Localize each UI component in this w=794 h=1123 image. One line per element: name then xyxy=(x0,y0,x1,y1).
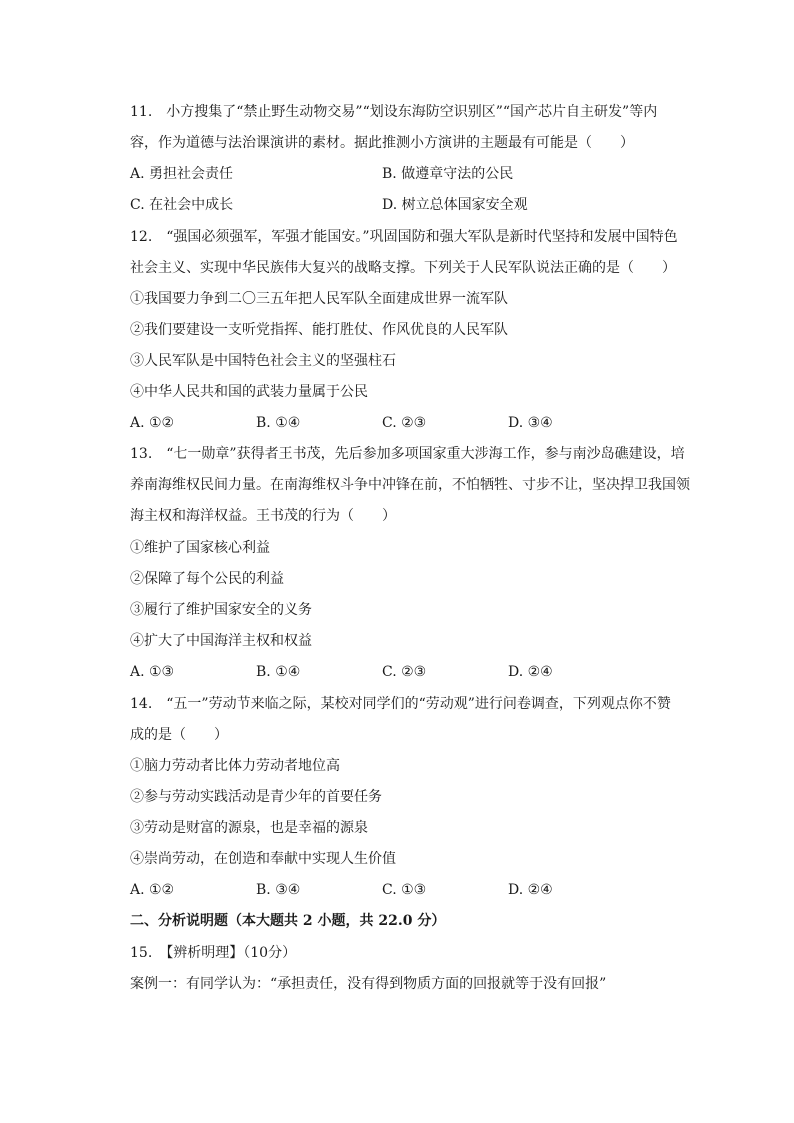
q12-option-d: D. ③④ xyxy=(508,415,553,431)
q14-option-a: A. ①② xyxy=(130,882,175,898)
q13-stem-line1: 13. “七一勋章”获得者王书茂，先后参加多项国家重大涉海工作，参与南沙岛礁建设，培 xyxy=(130,446,685,462)
q12-item-2: ②我们要建设一支听党指挥、能打胜仗、作风优良的人民军队 xyxy=(130,322,508,338)
q13-stem-line3: 海主权和海洋权益。王书茂的行为（ ） xyxy=(130,508,396,524)
q11-option-c: C. 在社会中成长 xyxy=(130,197,234,213)
q13-option-a: A. ①③ xyxy=(130,664,175,680)
q14-item-3: ③劳动是财富的源泉，也是幸福的源泉 xyxy=(130,820,368,836)
q14-stem-line2: 成的是（ ） xyxy=(130,727,228,743)
q14-item-2: ②参与劳动实践活动是青少年的首要任务 xyxy=(130,789,382,805)
q11-stem-line1: 11. 小方搜集了“禁止野生动物交易”“划设东海防空识别区”“国产芯片自主研发”等内 xyxy=(130,104,658,120)
q12-stem-line1: 12. “强国必须强军，军强才能国安。”巩固国防和强大军队是新时代坚持和发展中国特色 xyxy=(130,229,678,245)
q11-option-a: A. 勇担社会责任 xyxy=(130,166,234,182)
q12-option-c: C. ②③ xyxy=(382,415,427,431)
q14-option-c: C. ①③ xyxy=(382,882,427,898)
q12-option-a: A. ①② xyxy=(130,415,175,431)
q13-item-4: ④扩大了中国海洋主权和权益 xyxy=(130,633,312,649)
q12-item-4: ④中华人民共和国的武装力量属于公民 xyxy=(130,384,368,400)
q14-item-1: ①脑力劳动者比体力劳动者地位高 xyxy=(130,758,340,774)
q13-item-3: ③履行了维护国家安全的义务 xyxy=(130,602,312,618)
q14-stem-line1: 14. “五一”劳动节来临之际，某校对同学们的“劳动观”进行问卷调查，下列观点你不赞 xyxy=(130,696,671,712)
q12-item-1: ①我国要力争到二〇三五年把人民军队全面建成世界一流军队 xyxy=(130,291,508,307)
q14-option-d: D. ②④ xyxy=(508,882,553,898)
q13-item-1: ①维护了国家核心利益 xyxy=(130,540,270,556)
q13-item-2: ②保障了每个公民的利益 xyxy=(130,571,284,587)
q13-option-b: B. ①④ xyxy=(256,664,301,680)
q15-case1: 案例一：有同学认为：“承担责任，没有得到物质方面的回报就等于没有回报” xyxy=(130,976,607,992)
q12-stem-line2: 社会主义、实现中华民族伟大复兴的战略支撑。下列关于人民军队说法正确的是（ ） xyxy=(130,260,676,276)
q13-option-c: C. ②③ xyxy=(382,664,427,680)
q13-option-d: D. ②④ xyxy=(508,664,553,680)
q13-stem-line2: 养南海维权民间力量。在南海维权斗争中冲锋在前，不怕牺牲、寸步不让，坚决捍卫我国领 xyxy=(130,477,690,493)
q15-title: 15. 【辨析明理】（10分） xyxy=(130,945,297,961)
q14-item-4: ④崇尚劳动，在创造和奉献中实现人生价值 xyxy=(130,851,396,867)
q12-item-3: ③人民军队是中国特色社会主义的坚强柱石 xyxy=(130,353,396,369)
q11-option-d: D. 树立总体国家安全观 xyxy=(382,197,528,213)
q11-option-b: B. 做遵章守法的公民 xyxy=(382,166,514,182)
section-heading: 二、分析说明题（本大题共 2 小题，共 22.0 分） xyxy=(130,913,446,929)
q14-option-b: B. ③④ xyxy=(256,882,301,898)
q12-option-b: B. ①④ xyxy=(256,415,301,431)
q11-stem-line2: 容，作为道德与法治课演讲的素材。据此推测小方演讲的主题最有可能是（ ） xyxy=(130,135,634,151)
